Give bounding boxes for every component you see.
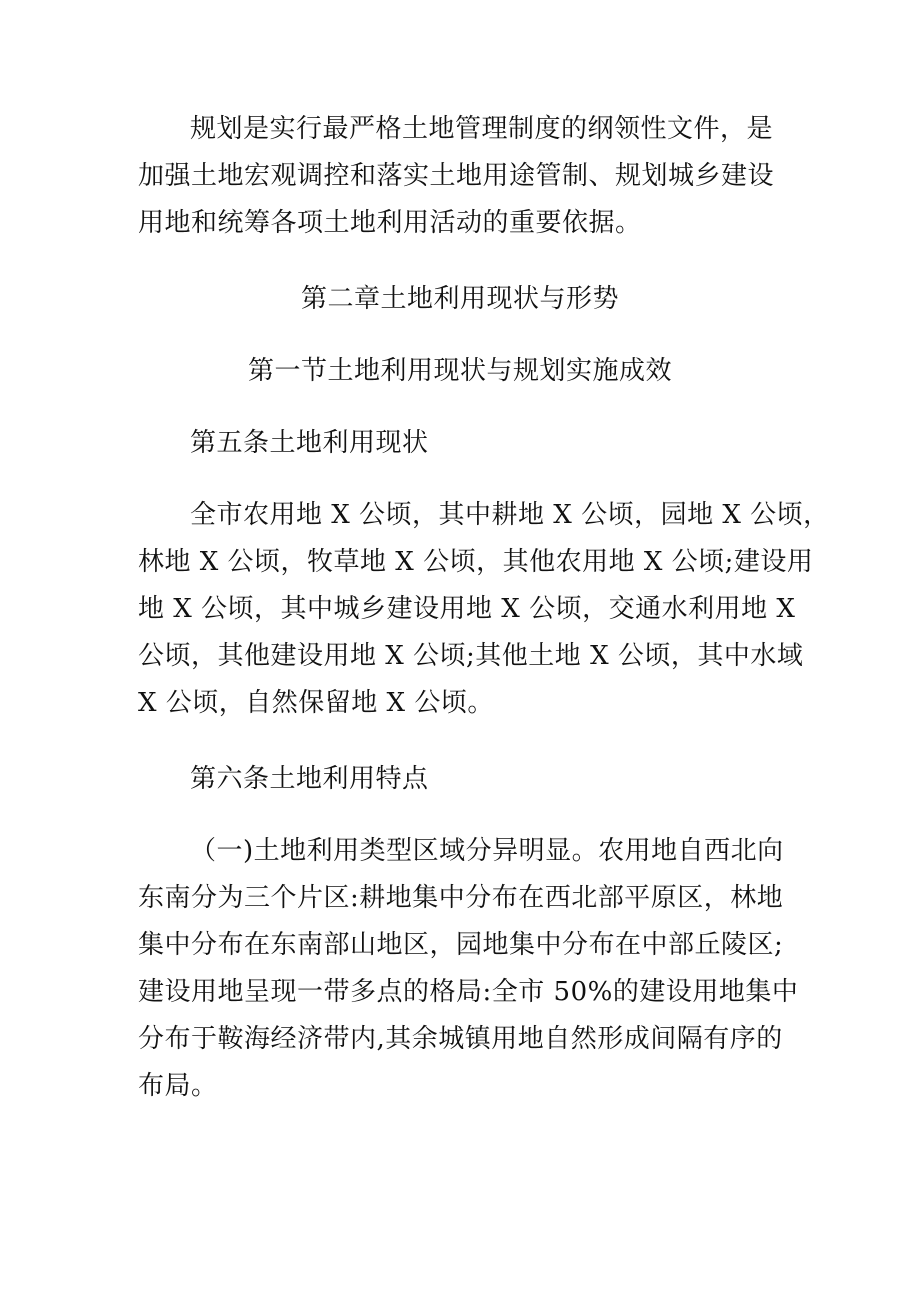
paragraph-line: 林地 X 公顷，牧草地 X 公顷，其他农用地 X 公顷;建设用	[138, 547, 814, 577]
paragraph-line: 用地和统筹各项土地利用活动的重要依据。	[138, 208, 642, 238]
paragraph-line: 布局。	[138, 1071, 218, 1101]
paragraph-line: 规划是实行最严格土地管理制度的纲领性文件，是	[190, 114, 774, 144]
paragraph-line: 全市农用地 X 公顷，其中耕地 X 公顷，园地 X 公顷，	[190, 500, 830, 530]
paragraph-line: （一)土地利用类型区域分异明显。农用地自西北向	[190, 836, 784, 866]
article6-title: 第六条土地利用特点	[190, 764, 429, 794]
paragraph-line: X 公顷，自然保留地 X 公顷。	[138, 688, 494, 718]
paragraph-line: 加强土地宏观调控和落实土地用途管制、规划城乡建设	[138, 161, 775, 191]
paragraph-line: 集中分布在东南部山地区，园地集中分布在中部丘陵区;	[138, 930, 784, 960]
paragraph-line: 建设用地呈现一带多点的格局:全市 50%的建设用地集中	[138, 977, 799, 1007]
section-title: 第一节土地利用现状与规划实施成效	[247, 356, 672, 386]
article5-paragraph	[138, 492, 830, 727]
paragraph-line: 东南分为三个片区:耕地集中分布在西北部平原区，林地	[138, 883, 784, 913]
paragraph-line: 公顷，其他建设用地 X 公顷;其他土地 X 公顷，其中水域	[138, 641, 804, 671]
intro-paragraph	[138, 106, 798, 247]
article5-title: 第五条土地利用现状	[190, 428, 429, 458]
paragraph-line: 分布于鞍海经济带内,其余城镇用地自然形成间隔有序的	[138, 1024, 783, 1054]
chapter-title: 第二章土地利用现状与形势	[300, 284, 619, 314]
article6-paragraph	[138, 828, 798, 1110]
paragraph-line: 地 X 公顷，其中城乡建设用地 X 公顷，交通水利用地 X	[138, 594, 796, 624]
